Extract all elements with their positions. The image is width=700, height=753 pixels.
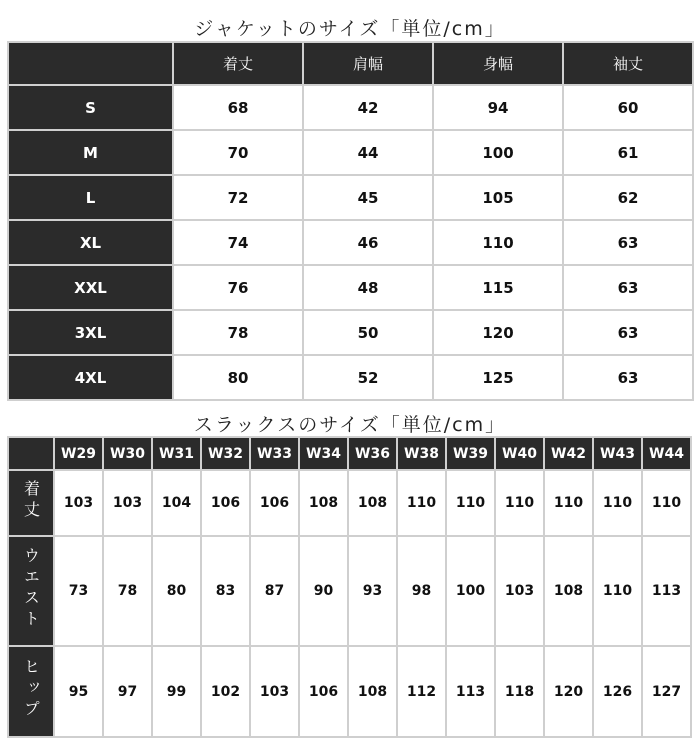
column-header: W31 [153,438,200,469]
table-cell: 50 [304,311,432,354]
table-cell: 60 [564,86,692,129]
column-header: W43 [594,438,641,469]
table-row [9,537,690,645]
table-cell: 63 [564,356,692,399]
table-cell: 45 [304,176,432,219]
row-label-text: ウエスト [21,547,41,631]
table-cell: 120 [434,311,562,354]
table-cell: 103 [496,537,543,645]
table-cell: 63 [564,311,692,354]
table-cell: 106 [300,647,347,736]
table-cell: 118 [496,647,543,736]
table-cell: 83 [202,537,249,645]
column-header: W40 [496,438,543,469]
table-header-row [9,43,692,84]
table-cell: 46 [304,221,432,264]
table-cell: 70 [174,131,302,174]
table-corner-cell [9,438,53,469]
table-cell: 78 [104,537,151,645]
table-cell: 103 [104,471,151,535]
column-header: W42 [545,438,592,469]
table-header-row [9,438,690,469]
column-header: W39 [447,438,494,469]
table-cell: 100 [447,537,494,645]
table-cell: 68 [174,86,302,129]
table-row [9,356,692,399]
table-cell: 95 [55,647,102,736]
table-cell: 106 [202,471,249,535]
table-cell: 110 [398,471,445,535]
table-cell: 90 [300,537,347,645]
column-header: 着丈 [174,43,302,84]
row-label-text: 着丈 [21,480,41,522]
table-cell: 110 [434,221,562,264]
table-row [9,647,690,736]
size-label: L [9,176,172,219]
table-cell: 73 [55,537,102,645]
table-cell: 113 [447,647,494,736]
table-cell: 72 [174,176,302,219]
slacks-size-table [7,436,692,738]
table-row [9,266,692,309]
table-cell: 106 [251,471,298,535]
table-row [9,131,692,174]
size-label: XL [9,221,172,264]
table-cell: 52 [304,356,432,399]
column-header: W34 [300,438,347,469]
row-label [9,471,53,535]
table-cell: 99 [153,647,200,736]
table-cell: 80 [174,356,302,399]
table-cell: 94 [434,86,562,129]
column-header: W30 [104,438,151,469]
table-cell: 110 [545,471,592,535]
table-cell: 125 [434,356,562,399]
table-cell: 105 [434,176,562,219]
jacket-size-table [7,41,694,401]
table-cell: 120 [545,647,592,736]
column-header: W33 [251,438,298,469]
table-cell: 63 [564,266,692,309]
table-corner-cell [9,43,172,84]
size-label: XXL [9,266,172,309]
column-header: 肩幅 [304,43,432,84]
column-header: W29 [55,438,102,469]
table-cell: 126 [594,647,641,736]
column-header: 身幅 [434,43,562,84]
slacks-size-title: スラックスのサイズ「単位/cm」 [193,414,507,436]
table-cell: 80 [153,537,200,645]
table-cell: 78 [174,311,302,354]
table-cell: 113 [643,537,690,645]
row-label [9,537,53,645]
table-row [9,176,692,219]
table-cell: 74 [174,221,302,264]
table-row [9,86,692,129]
table-row [9,471,690,535]
table-cell: 76 [174,266,302,309]
table-row [9,221,692,264]
jacket-size-title: ジャケットのサイズ「単位/cm」 [194,18,506,40]
table-cell: 63 [564,221,692,264]
row-label-text: ヒップ [21,658,41,721]
table-cell: 127 [643,647,690,736]
table-cell: 97 [104,647,151,736]
table-cell: 104 [153,471,200,535]
table-cell: 110 [496,471,543,535]
column-header: W44 [643,438,690,469]
table-cell: 110 [447,471,494,535]
table-cell: 42 [304,86,432,129]
table-cell: 110 [643,471,690,535]
table-cell: 108 [349,471,396,535]
column-header: W36 [349,438,396,469]
size-label: 3XL [9,311,172,354]
table-cell: 103 [55,471,102,535]
table-cell: 103 [251,647,298,736]
size-label: S [9,86,172,129]
table-cell: 115 [434,266,562,309]
table-cell: 108 [545,537,592,645]
table-cell: 108 [300,471,347,535]
table-cell: 61 [564,131,692,174]
size-label: 4XL [9,356,172,399]
table-cell: 48 [304,266,432,309]
column-header: W32 [202,438,249,469]
table-cell: 98 [398,537,445,645]
table-cell: 100 [434,131,562,174]
table-cell: 110 [594,471,641,535]
size-label: M [9,131,172,174]
column-header: 袖丈 [564,43,692,84]
table-cell: 110 [594,537,641,645]
table-cell: 108 [349,647,396,736]
column-header: W38 [398,438,445,469]
row-label [9,647,53,736]
table-cell: 93 [349,537,396,645]
table-cell: 112 [398,647,445,736]
table-cell: 87 [251,537,298,645]
table-cell: 62 [564,176,692,219]
table-cell: 102 [202,647,249,736]
table-row [9,311,692,354]
table-cell: 44 [304,131,432,174]
